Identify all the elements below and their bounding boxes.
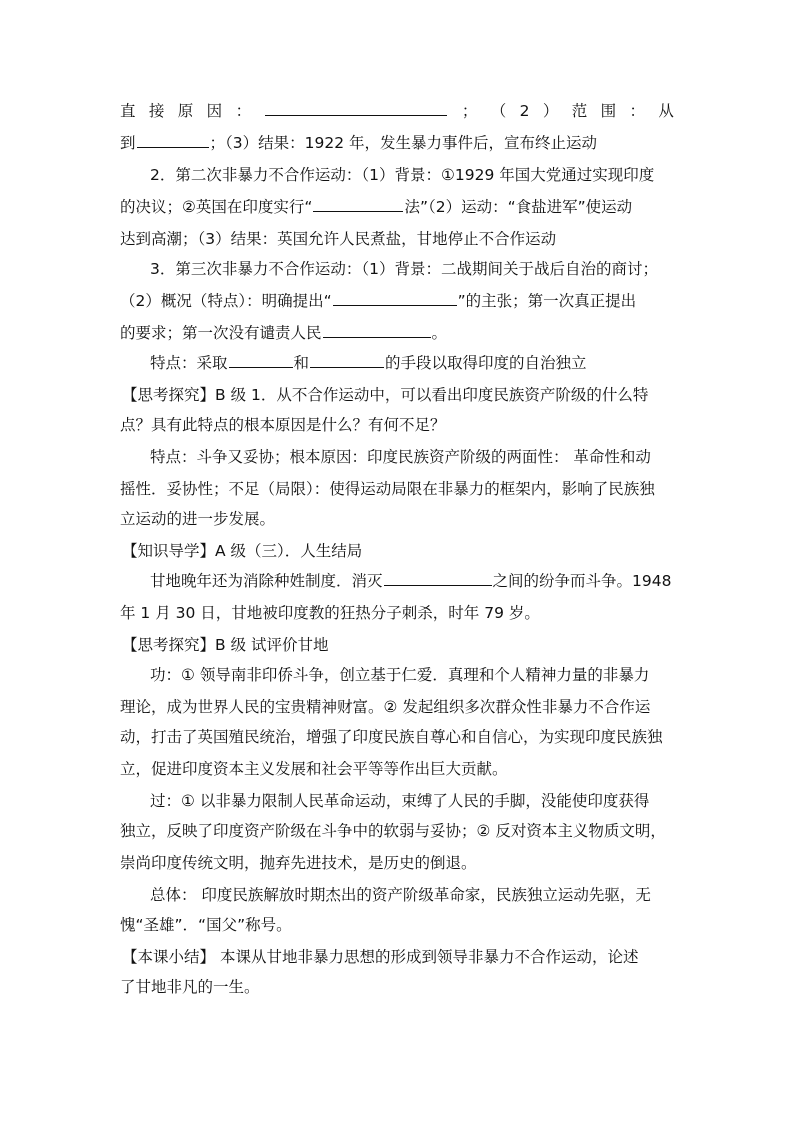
text: 点？具有此特点的根本原因是什么？有何不足？ [120, 416, 446, 434]
text-line-knowledge [122, 540, 362, 562]
text: 之间的纷争而斗争。1948 [492, 572, 672, 590]
text: 到 [120, 134, 136, 152]
text-line-death [120, 602, 540, 624]
text: 摇性．妥协性；不足（局限）：使得运动局限在非暴力的框架内，影响了民族独 [120, 480, 655, 498]
char: ； [461, 102, 478, 120]
text: 过：① 以非暴力限制人民革命运动，束缚了人民的手脚，没能使印度获得 [150, 792, 650, 810]
text: 总体： 印度民族解放时期杰出的资产阶级革命家，民族独立运动先驱，无 [150, 886, 651, 904]
text-line-climax [120, 228, 556, 250]
text: 的决议；②英国在印度实行“ [120, 198, 313, 216]
text-line-think-2 [122, 634, 329, 656]
text: ；（3）结果：1922 年，发生暴力事件后，宣布终止运动 [209, 134, 598, 152]
text-line-answer-1 [150, 446, 651, 468]
char: 从 [658, 102, 674, 120]
text: 和 [293, 354, 310, 372]
section-label: 【知识导学】 [122, 542, 216, 560]
text-line-question [120, 414, 446, 436]
char: ） [542, 102, 559, 120]
text: 立，促进印度资本主义发展和社会平等等作出巨大贡献。 [120, 760, 508, 778]
text: 的手段以取得印度的自治独立 [385, 354, 587, 372]
fill-blank[interactable] [137, 132, 209, 148]
text-line-fault-2 [120, 820, 666, 842]
text-line-overview [120, 290, 636, 312]
fill-blank[interactable] [323, 322, 431, 338]
text-line-fault-1 [150, 790, 649, 812]
text-line-merit-3 [120, 726, 663, 748]
text: 崇尚印度传统文明，抛弃先进技术，是历史的倒退。 [120, 854, 477, 872]
text: 了甘地非凡的一生。 [120, 978, 260, 996]
char: ： [629, 102, 646, 120]
text: 特点：采取 [150, 354, 228, 372]
text-line-late-life [150, 570, 671, 592]
text: 的要求；第一次没有谴责人民 [120, 324, 322, 342]
text-line-merit-2 [120, 696, 650, 718]
text-line-resolution [120, 196, 632, 218]
text: 功：① 领导南非印侨斗争，创立基于仁爱．真理和个人精神力量的非暴力 [150, 666, 650, 684]
text-line-think-1 [122, 384, 648, 406]
text: B 级 试评价甘地 [215, 636, 329, 654]
text-line-answer-2 [120, 478, 655, 500]
text-line-overall-2 [120, 914, 292, 936]
fill-blank[interactable] [333, 290, 457, 306]
section-label: 【本课小结】 [122, 948, 216, 966]
char: 因 [206, 102, 223, 120]
text-line-range-result [120, 132, 597, 154]
text: 。 [431, 324, 448, 342]
char: 直 [120, 102, 136, 120]
text: 达到高潮；（3）结果：英国允许人民煮盐，甘地停止不合作运动 [120, 230, 557, 248]
text: 法”（2）运动：“食盐进军”使运动 [404, 198, 633, 216]
text: （2）概况（特点）：明确提出“ [120, 292, 332, 310]
text: 2．第二次非暴力不合作运动：（1）背景：①1929 年国大党通过实现印度 [150, 166, 655, 184]
text: ”的主张；第一次真正提出 [457, 292, 637, 310]
char: ： [235, 102, 252, 120]
char: 接 [148, 102, 165, 120]
text-line-third-movement [150, 258, 658, 280]
text: 独立，反映了印度资产阶级在斗争中的软弱与妥协；② 反对资本主义物质文明， [120, 822, 666, 840]
text-line-fault-3 [120, 852, 477, 874]
text-line-summary-2 [120, 976, 260, 998]
char: 围 [600, 102, 617, 120]
text: 立运动的进一步发展。 [120, 510, 276, 528]
fill-blank[interactable] [229, 352, 293, 368]
text: B 级 1．从不合作运动中，可以看出印度民族资产阶级的什么特 [215, 386, 649, 404]
fill-blank[interactable] [313, 196, 403, 212]
text: A 级（三）．人生结局 [215, 542, 363, 560]
fill-blank[interactable] [384, 570, 492, 586]
text-line-overall-1 [150, 884, 651, 906]
text-line-requirement [120, 322, 447, 344]
text-line-answer-3 [120, 508, 275, 530]
text: 理论，成为世界人民的宝贵精神财富。② 发起组织多次群众性非暴力不合作运 [120, 698, 651, 716]
char: 2 [519, 102, 530, 120]
section-label: 【思考探究】 [122, 636, 216, 654]
text-line-merit-4 [120, 758, 508, 780]
text-line-merit-1 [150, 664, 649, 686]
text: 甘地晚年还为消除种姓制度．消灭 [150, 572, 383, 590]
char: （ [490, 102, 507, 120]
text-line-features [150, 352, 587, 374]
text-line-summary-1 [122, 946, 638, 968]
text: 3．第三次非暴力不合作运动：（1）背景：二战期间关于战后自治的商讨； [150, 260, 658, 278]
fill-blank[interactable] [310, 352, 384, 368]
char: 原 [177, 102, 194, 120]
text: 动，打击了英国殖民统治，增强了印度民族自尊心和自信心，为实现印度民族独 [120, 728, 663, 746]
text: 年 1 月 30 日，甘地被印度教的狂热分子刺杀，时年 79 岁。 [120, 604, 540, 622]
text: 愧“圣雄”．“国父”称号。 [120, 916, 292, 934]
text-line-direct-cause [120, 100, 674, 122]
fill-blank[interactable] [265, 100, 447, 116]
text: 本课从甘地非暴力思想的形成到领导非暴力不合作运动，论述 [215, 948, 639, 966]
char: 范 [571, 102, 588, 120]
section-label: 【思考探究】 [122, 386, 216, 404]
text-line-second-movement [150, 164, 654, 186]
text: 特点：斗争又妥协；根本原因：印度民族资产阶级的两面性： 革命性和动 [150, 448, 651, 466]
